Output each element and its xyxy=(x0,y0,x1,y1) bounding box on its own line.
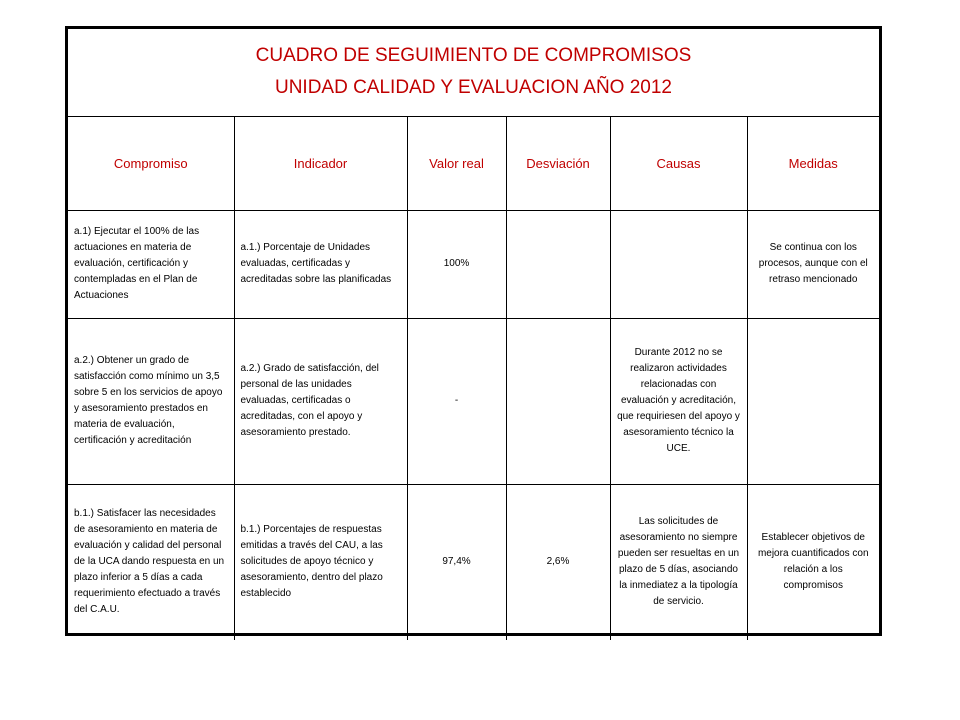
cell-valor-real: 97,4% xyxy=(407,484,506,640)
table-title: CUADRO DE SEGUIMIENTO DE COMPROMISOS xyxy=(255,45,692,66)
cell-desviacion: 2,6% xyxy=(506,484,610,640)
table-header-row xyxy=(68,117,879,210)
cell-compromiso: a.2.) Obtener un grado de satisfacción como mínimo un 3,5 sobre 5 en los servicios de apoyo y asesoramiento prestados en materia de evaluación, certificación y acreditación xyxy=(68,318,234,484)
header-desviacion: Desviación xyxy=(506,117,610,210)
cell-causas: Durante 2012 no se realizaron actividades relacionadas con evaluación y acreditación, que requiriesen del apoyo y asesoramiento técnico la UCE. xyxy=(610,318,747,484)
header-medidas: Medidas xyxy=(747,117,879,210)
cell-valor-real: - xyxy=(407,318,506,484)
cell-compromiso: b.1.) Satisfacer las necesidades de asesoramiento en materia de evaluación y calidad del personal de la UCA dando respuesta en un plazo inferior a 5 días a cada requerimiento efectuado a través del C.A.U. xyxy=(68,484,234,640)
table-row xyxy=(68,210,879,318)
commitments-table xyxy=(68,117,879,640)
table-subtitle: UNIDAD CALIDAD Y EVALUACION AÑO 2012 xyxy=(274,77,673,98)
cell-medidas: Se continua con los procesos, aunque con el retraso mencionado xyxy=(747,210,879,318)
table-row xyxy=(68,318,879,484)
cell-causas: Las solicitudes de asesoramiento no siempre pueden ser resueltas en un plazo de 5 días, asociando la inmediatez a la tipología de servicio. xyxy=(610,484,747,640)
cell-causas xyxy=(610,210,747,318)
header-indicador: Indicador xyxy=(234,117,407,210)
tracking-table-frame xyxy=(65,26,882,636)
cell-indicador: a.2.) Grado de satisfacción, del personal de las unidades evaluadas, certificadas o acreditadas, con el apoyo y asesoramiento prestado. xyxy=(234,318,407,484)
cell-compromiso: a.1) Ejecutar el 100% de las actuaciones en materia de evaluación, certificación y contempladas en el Plan de Actuaciones xyxy=(68,210,234,318)
cell-indicador: b.1.) Porcentajes de respuestas emitidas a través del CAU, a las solicitudes de apoyo técnico y asesoramiento, dentro del plazo establecido xyxy=(234,484,407,640)
header-valor-real: Valor real xyxy=(407,117,506,210)
cell-desviacion xyxy=(506,210,610,318)
cell-indicador: a.1.) Porcentaje de Unidades evaluadas, certificadas y acreditadas sobre las planificadas xyxy=(234,210,407,318)
header-causas: Causas xyxy=(610,117,747,210)
table-title-block xyxy=(68,29,879,117)
cell-medidas xyxy=(747,318,879,484)
table-row xyxy=(68,484,879,640)
cell-desviacion xyxy=(506,318,610,484)
cell-valor-real: 100% xyxy=(407,210,506,318)
header-compromiso: Compromiso xyxy=(68,117,234,210)
cell-medidas: Establecer objetivos de mejora cuantificados con relación a los compromisos xyxy=(747,484,879,640)
